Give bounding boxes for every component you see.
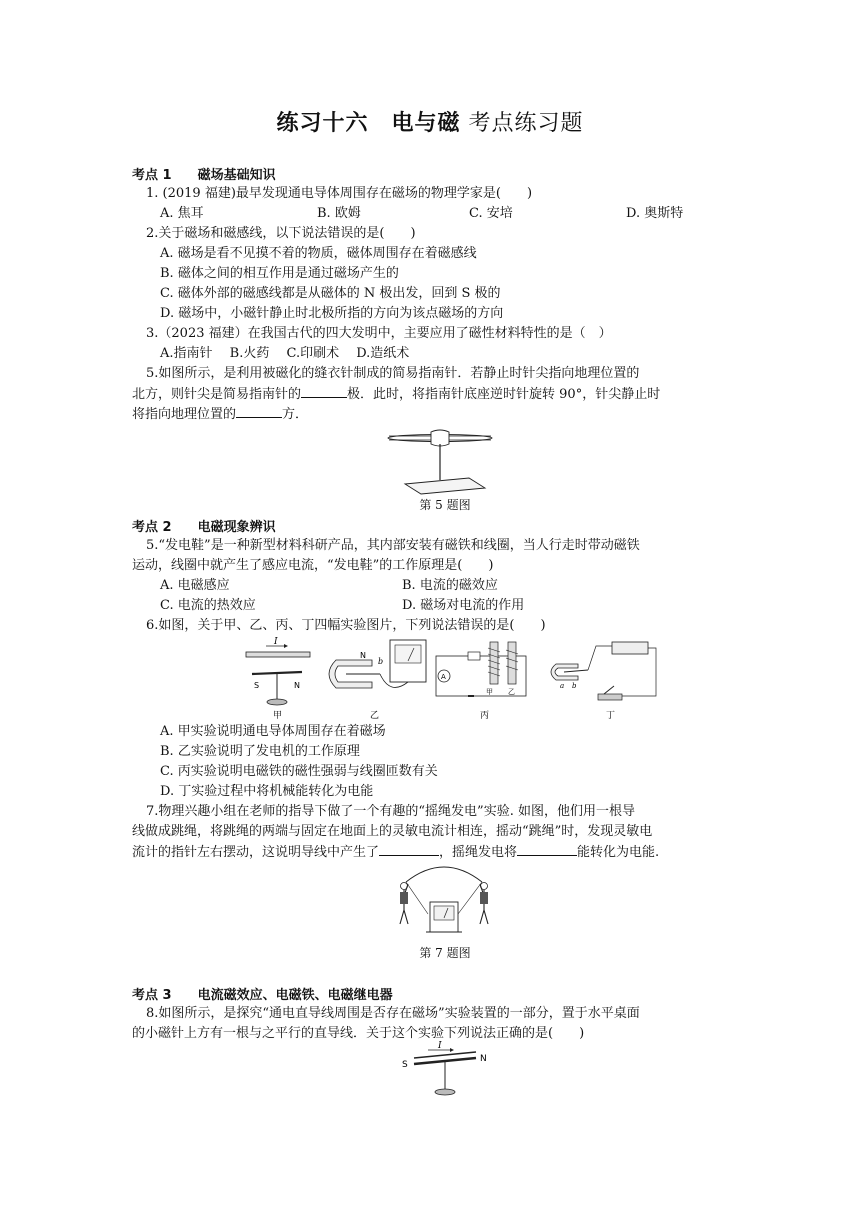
figure-7-rope-generator (396, 862, 492, 936)
experiment-bing (436, 642, 526, 696)
title-sub: 考点练习题 (460, 111, 584, 136)
q6-option-a: A. 甲实验说明通电导体周围存在着磁场 (160, 724, 386, 739)
svg-text:N: N (294, 681, 300, 690)
q2-option-a: A. 磁场是看不见摸不着的物质，磁体周围存在着磁感线 (160, 246, 477, 261)
answer-blank (236, 404, 282, 418)
q2-option-c: C. 磁体外部的磁感线都是从磁体的 N 极出发，回到 S 极的 (160, 286, 501, 301)
figure-6-experiments (240, 636, 660, 722)
question-5-line-2: 北方，则针尖是简易指南针的 极．此时，将指南针底座逆时针旋转 90°，针尖静止时 (132, 384, 660, 404)
q5b-option-a: A. 电磁感应 (160, 578, 230, 593)
experiment-ding (551, 642, 656, 700)
q6-option-c: C. 丙实验说明电磁铁的磁性强弱与线圈匝数有关 (160, 764, 438, 779)
svg-text:甲: 甲 (486, 688, 493, 696)
q5b-option-c: C. 电流的热效应 (160, 598, 256, 613)
title-main: 练习十六 电与磁 (276, 111, 461, 136)
experiment-jia (246, 637, 310, 705)
figure-7-caption: 第 7 题图 (419, 946, 471, 960)
q5b-option-b: B. 电流的磁效应 (402, 578, 498, 593)
experiment-yi (329, 640, 426, 688)
answer-blank (379, 842, 439, 856)
question-8-line-1: 8.如图所示，是探究“通电直导线周围是否存在磁场”实验装置的一部分，置于水平桌面 (146, 1006, 640, 1021)
figure-5-caption: 第 5 题图 (419, 498, 471, 512)
q1-option-d: D. 奥斯特 (626, 206, 684, 221)
question-5-line-3: 将指向地理位置的 方． (132, 404, 308, 424)
figure-6-label-yi: 乙 (370, 711, 380, 721)
question-2-stem: 2.关于磁场和磁感线，以下说法错误的是( ) (146, 226, 416, 241)
figure-5-compass (385, 428, 495, 494)
question-5b-line-1: 5.“发电鞋”是一种新型材料科研产品，其内部安装有磁铁和线圈，当人行走时带动磁铁 (146, 538, 640, 553)
figure-6-label-bing: 丙 (480, 711, 490, 721)
section-heading-1: 考点 1 磁场基础知识 (132, 168, 276, 183)
figure-6-label-jia: 甲 (273, 711, 283, 721)
svg-text:A: A (441, 673, 446, 681)
q1-option-a: A. 焦耳 (160, 206, 204, 221)
question-7-line-1: 7.物理兴趣小组在老师的指导下做了一个有趣的“摇绳发电”实验. 如图，他们用一根导 (146, 804, 635, 819)
q1-option-c: C. 安培 (469, 206, 513, 221)
svg-text:N: N (360, 651, 366, 660)
q3-options: A.指南针 B.火药 C.印刷术 D.造纸术 (160, 346, 410, 361)
svg-text:N: N (480, 1054, 487, 1064)
q6-option-b: B. 乙实验说明了发电机的工作原理 (160, 744, 360, 759)
svg-text:b: b (378, 657, 384, 666)
question-3-stem: 3.（2023 福建）在我国古代的四大发明中，主要应用了磁性材料特性的是（ ） (146, 326, 612, 341)
question-5-line-1: 5.如图所示，是利用被磁化的缝衣针制成的简易指南针．若静止时针尖指向地理位置的 (146, 366, 640, 381)
section-heading-2: 考点 2 电磁现象辨识 (132, 520, 276, 535)
figure-6-label-ding: 丁 (606, 711, 616, 721)
figure-8-wire-compass (398, 1040, 494, 1098)
answer-blank (301, 384, 347, 398)
q2-option-d: D. 磁场中，小磁针静止时北极所指的方向为该点磁场的方向 (160, 306, 504, 321)
svg-text:b: b (572, 682, 577, 690)
answer-blank (517, 842, 577, 856)
q1-option-b: B. 欧姆 (317, 206, 361, 221)
question-7-line-2: 线做成跳绳，将跳绳的两端与固定在地面上的灵敏电流计相连，摇动“跳绳”时，发现灵敏电 (132, 824, 653, 839)
q6-option-d: D. 丁实验过程中将机械能转化为电能 (160, 784, 374, 799)
svg-text:S: S (402, 1060, 408, 1070)
question-5b-line-2: 运动，线圈中就产生了感应电流，“发电鞋”的工作原理是( ) (132, 558, 494, 573)
section-heading-3: 考点 3 电流磁效应、电磁铁、电磁继电器 (132, 988, 393, 1003)
page-title (0, 106, 860, 137)
q2-option-b: B. 磁体之间的相互作用是通过磁场产生的 (160, 266, 399, 281)
svg-text:a: a (560, 682, 565, 690)
current-label: I (274, 637, 278, 647)
svg-text:乙: 乙 (508, 688, 515, 696)
current-label: I (438, 1041, 442, 1051)
question-1-stem: 1. (2019 福建)最早发现通电导体周围存在磁场的物理学家是( ) (146, 186, 533, 201)
svg-text:S: S (254, 681, 260, 690)
question-8-line-2: 的小磁针上方有一根与之平行的直导线．关于这个实验下列说法正确的是( ) (132, 1026, 585, 1041)
question-7-line-3: 流计的指针左右摆动，这说明导线中产生了 ，摇绳发电将 能转化为电能. (132, 842, 659, 862)
q5b-option-d: D. 磁场对电流的作用 (402, 598, 525, 613)
question-6-stem: 6.如图，关于甲、乙、丙、丁四幅实验图片，下列说法错误的是( ) (146, 618, 546, 633)
